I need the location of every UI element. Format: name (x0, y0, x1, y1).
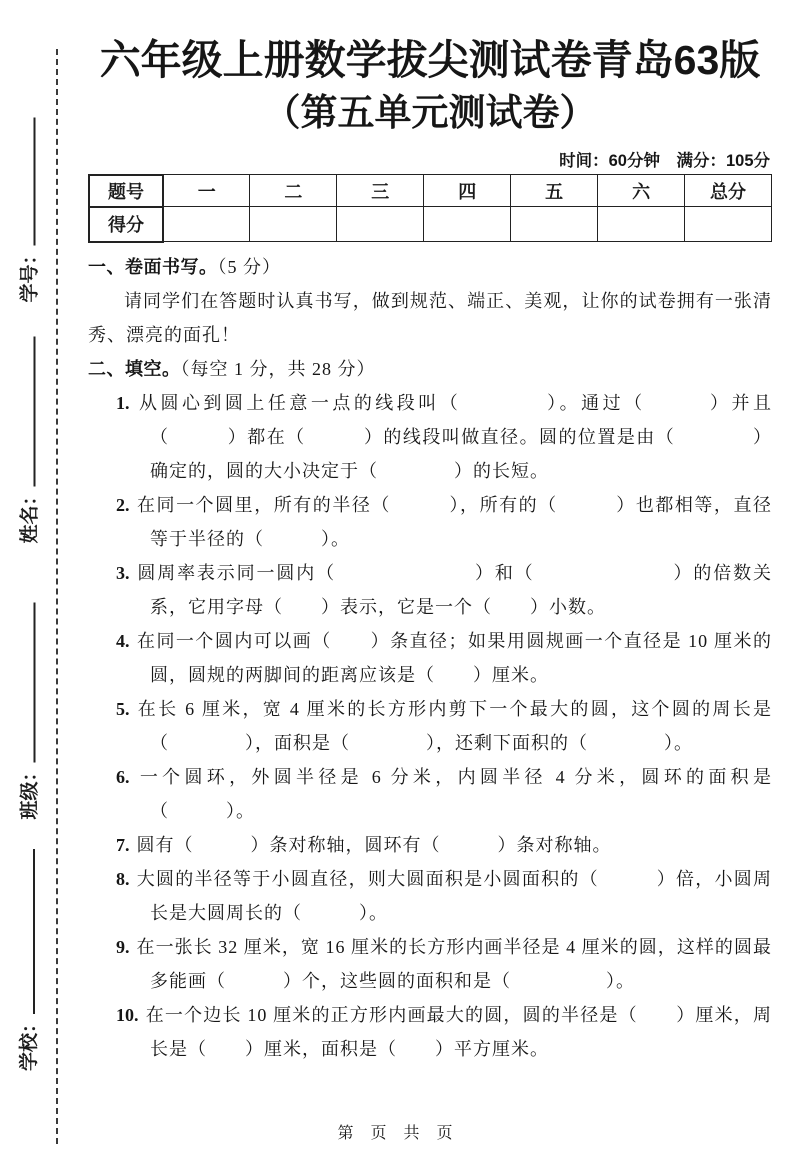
question-9 (88, 930, 772, 998)
section-two-title: 二、填空。 (88, 358, 181, 379)
score-cell (337, 207, 424, 242)
question-text: 在一个边长 10 厘米的正方形内画最大的圆，圆的半径是（ ）厘米，周长是（ ）厘米，面积是（ ）平方厘米。 (145, 1004, 772, 1059)
section-one-title: 一、卷面书写。 (88, 256, 218, 277)
student-id-label: 学号： (19, 245, 41, 303)
question-2 (88, 488, 772, 556)
name-blank-line (21, 336, 36, 486)
page-subtitle: （第五单元测试卷） (263, 92, 597, 134)
question-text: 圆有（ ）条对称轴，圆环有（ ）条对称轴。 (136, 834, 612, 855)
question-5 (88, 692, 772, 760)
score-cell (598, 207, 685, 242)
question-text: 在一张长 32 厘米，宽 16 厘米的长方形内画半径是 4 厘米的圆，这样的圆最多能画（ ）个，这些圆的面积和是（ ）。 (136, 936, 772, 991)
question-number: 10. (116, 1004, 139, 1025)
sidebar-field-name (18, 337, 44, 544)
score-table-header-row (89, 175, 772, 207)
question-4 (88, 624, 772, 692)
col-header-1: 一 (163, 175, 250, 207)
exam-time-score-info: 时间：60分钟 满分：105分 (559, 151, 770, 170)
col-header-2: 二 (250, 175, 337, 207)
score-table (88, 174, 772, 243)
fold-dashed-line (56, 49, 58, 1144)
col-header-3: 三 (337, 175, 424, 207)
score-cell (250, 207, 337, 242)
question-number: 8. (116, 868, 130, 889)
question-text: 大圆的半径等于小圆直径，则大圆面积是小圆面积的（ ）倍，小圆周长是大圆周长的（ ）。 (136, 868, 772, 923)
question-number: 9. (116, 936, 130, 957)
section-two-points: （每空 1 分，共 28 分） (180, 358, 376, 379)
sidebar-field-student-id (18, 118, 44, 303)
question-7 (88, 828, 772, 862)
question-text: 圆周率表示同一圆内（ ）和（ ）的倍数关系，它用字母（ ）表示，它是一个（ ）小数。 (136, 562, 772, 617)
section-one-points: （5 分） (217, 256, 281, 277)
class-label: 班级： (19, 762, 41, 820)
col-header-5: 五 (511, 175, 598, 207)
sidebar-field-school (17, 849, 43, 1071)
question-10 (88, 998, 772, 1066)
question-number: 2. (116, 494, 130, 515)
question-8 (88, 862, 772, 930)
score-cell (511, 207, 598, 242)
score-cell (424, 207, 511, 242)
section-two-heading (88, 352, 772, 386)
exam-paper (88, 36, 772, 1066)
col-header-4: 四 (424, 175, 511, 207)
score-table-score-row (89, 207, 772, 242)
question-number: 5. (116, 698, 130, 719)
score-label: 得分 (89, 207, 163, 242)
col-header-6: 六 (598, 175, 685, 207)
question-3 (88, 556, 772, 624)
question-number: 1. (116, 392, 130, 413)
question-text: 在同一个圆内可以画（ ）条直径；如果用圆规画一个直径是 10 厘米的圆，圆规的两脚间的距离应该是（ ）厘米。 (136, 630, 772, 685)
question-number: 4. (116, 630, 130, 651)
footer-page-info: 第 页 共 页 (337, 1125, 456, 1142)
col-header-total: 总分 (685, 175, 772, 207)
score-cell (685, 207, 772, 242)
calligraphy-instructions: 请同学们在答题时认真书写，做到规范、端正、美观，让你的试卷拥有一张清秀、漂亮的面孔！ (88, 290, 772, 345)
class-blank-line (21, 602, 36, 762)
question-text: 从圆心到圆上任意一点的线段叫（ ）。通过（ ）并且（ ）都在（ ）的线段叫做直径。圆的位置是由（ ）确定的，圆的大小决定于（ ）的长短。 (136, 392, 772, 481)
school-label: 学校： (19, 1013, 40, 1071)
question-text: 一个圆环，外圆半径是 6 分米，内圆半径 4 分米，圆环的面积是（ ）。 (136, 766, 772, 821)
question-text: 在长 6 厘米，宽 4 厘米的长方形内剪下一个最大的圆，这个圆的周长是（ ），面积是（ ），还剩下面积的（ ）。 (136, 698, 772, 753)
page-title: 六年级上册数学拔尖测试卷青岛63版 (99, 37, 761, 83)
student-id-blank-line (21, 117, 36, 245)
question-number: 3. (116, 562, 130, 583)
sidebar-field-class (18, 603, 44, 820)
question-text: 在同一个圆里，所有的半径（ ），所有的（ ）也都相等，直径等于半径的（ ）。 (136, 494, 772, 549)
question-number: 7. (116, 834, 130, 855)
question-6 (88, 760, 772, 828)
question-1 (88, 386, 772, 488)
score-cell (163, 207, 250, 242)
question-number-label: 题号 (89, 175, 163, 207)
school-blank-line (20, 849, 35, 1014)
paper-body (88, 250, 772, 1066)
question-number: 6. (116, 766, 130, 787)
section-one-heading (88, 250, 772, 284)
name-label: 姓名： (19, 486, 41, 544)
